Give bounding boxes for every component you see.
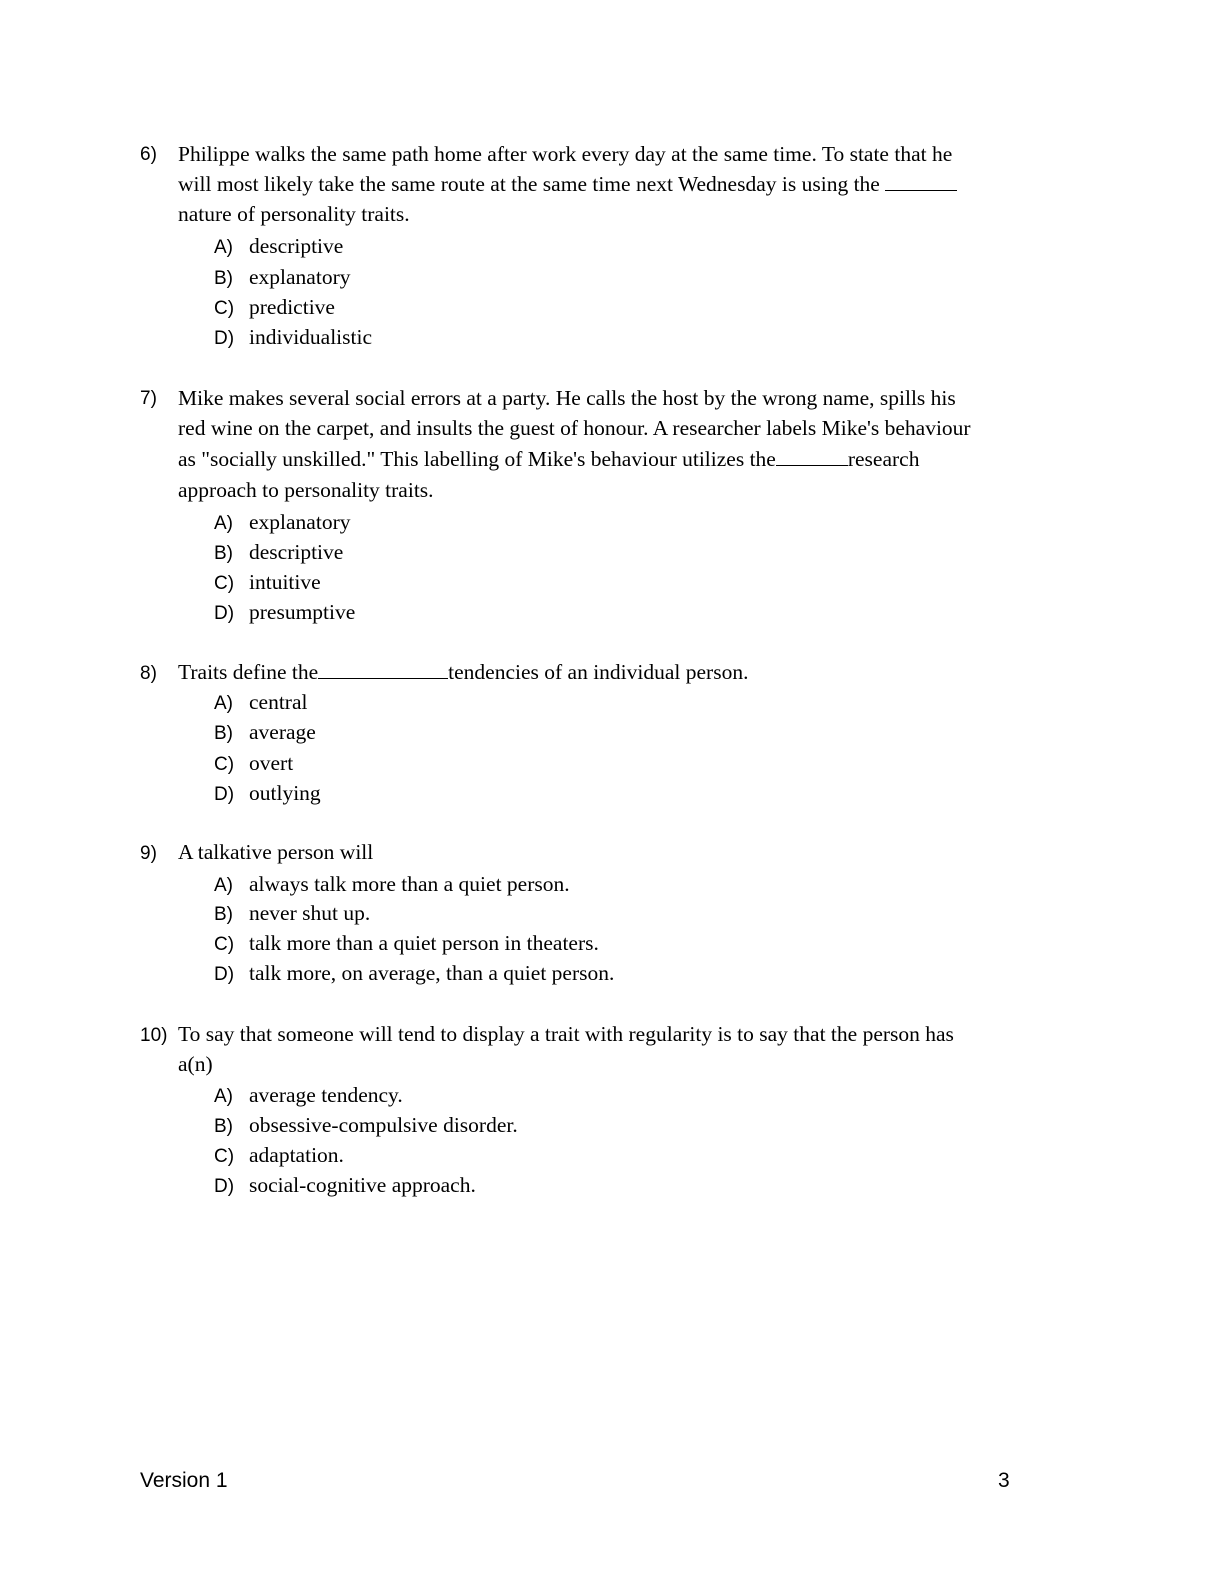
option-letter: B) [214, 1116, 233, 1137]
option-text: always talk more than a quiet person. [249, 872, 570, 896]
option-letter: C) [214, 298, 235, 319]
option-letter: A) [214, 513, 233, 534]
answer-blank [318, 664, 448, 679]
option-letter: A) [214, 1086, 233, 1107]
question-number: 8) [140, 663, 157, 684]
question-text: Philippe walks the same path home after work every day at the same time. To state that he [178, 142, 953, 166]
option-letter: A) [214, 693, 233, 714]
option-text: talk more than a quiet person in theaters. [249, 931, 599, 955]
question-text [178, 447, 919, 472]
question-text: nature of personality traits. [178, 202, 410, 226]
option-letter: C) [214, 1146, 235, 1167]
page-number: 3 [998, 1469, 1010, 1492]
option-letter: D) [214, 964, 235, 985]
question-text: red wine on the carpet, and insults the guest of honour. A researcher labels Mike's behaviour [178, 416, 971, 440]
option-text: average [249, 720, 316, 744]
option-text: never shut up. [249, 901, 371, 925]
option-text: intuitive [249, 570, 321, 594]
option-letter: B) [214, 268, 233, 289]
option-text: individualistic [249, 325, 373, 349]
option-text: explanatory [249, 265, 351, 289]
option-letter: C) [214, 754, 235, 775]
question-text-part: Traits define the [178, 660, 319, 684]
question-text: Mike makes several social errors at a party. He calls the host by the wrong name, spills his [178, 386, 956, 410]
question-text: To say that someone will tend to display a trait with regularity is to say that the person has [178, 1022, 954, 1046]
option-letter: A) [214, 237, 233, 258]
question-number: 9) [140, 843, 157, 864]
option-letter: D) [214, 603, 235, 624]
option-text: average tendency. [249, 1083, 403, 1107]
question-text: a(n) [178, 1052, 213, 1076]
option-text: obsessive-compulsive disorder. [249, 1113, 518, 1137]
option-text: central [249, 690, 308, 714]
option-text: explanatory [249, 510, 351, 534]
footer-version: Version 1 [140, 1469, 228, 1492]
option-text: social-cognitive approach. [249, 1173, 476, 1197]
question-number: 6) [140, 144, 157, 165]
option-letter: B) [214, 904, 233, 925]
question-text: A talkative person will [178, 840, 374, 864]
option-text: overt [249, 751, 294, 775]
question-text [178, 172, 957, 197]
question-number: 7) [140, 388, 157, 409]
option-text: talk more, on average, than a quiet person. [249, 961, 615, 985]
question-text-part: as "socially unskilled." This labelling of Mike's behaviour utilizes the [178, 447, 776, 471]
option-text: descriptive [249, 540, 344, 564]
option-letter: D) [214, 784, 235, 805]
option-text: descriptive [249, 234, 344, 258]
option-letter: D) [214, 328, 235, 349]
question-text-part: tendencies of an individual person. [448, 660, 749, 684]
question-text: approach to personality traits. [178, 478, 434, 502]
option-letter: B) [214, 543, 233, 564]
option-letter: D) [214, 1176, 235, 1197]
answer-blank [776, 451, 848, 466]
question-text [178, 660, 748, 685]
option-letter: A) [214, 875, 233, 896]
answer-blank [885, 176, 957, 191]
question-text-part: will most likely take the same route at the same time next Wednesday is using the [178, 172, 886, 196]
question-number: 10) [140, 1025, 168, 1046]
option-text: presumptive [249, 600, 356, 624]
option-text: adaptation. [249, 1143, 344, 1167]
option-text: predictive [249, 295, 335, 319]
option-text: outlying [249, 781, 321, 805]
question-text-part: research [847, 447, 920, 471]
option-letter: C) [214, 934, 235, 955]
option-letter: B) [214, 723, 233, 744]
option-letter: C) [214, 573, 235, 594]
